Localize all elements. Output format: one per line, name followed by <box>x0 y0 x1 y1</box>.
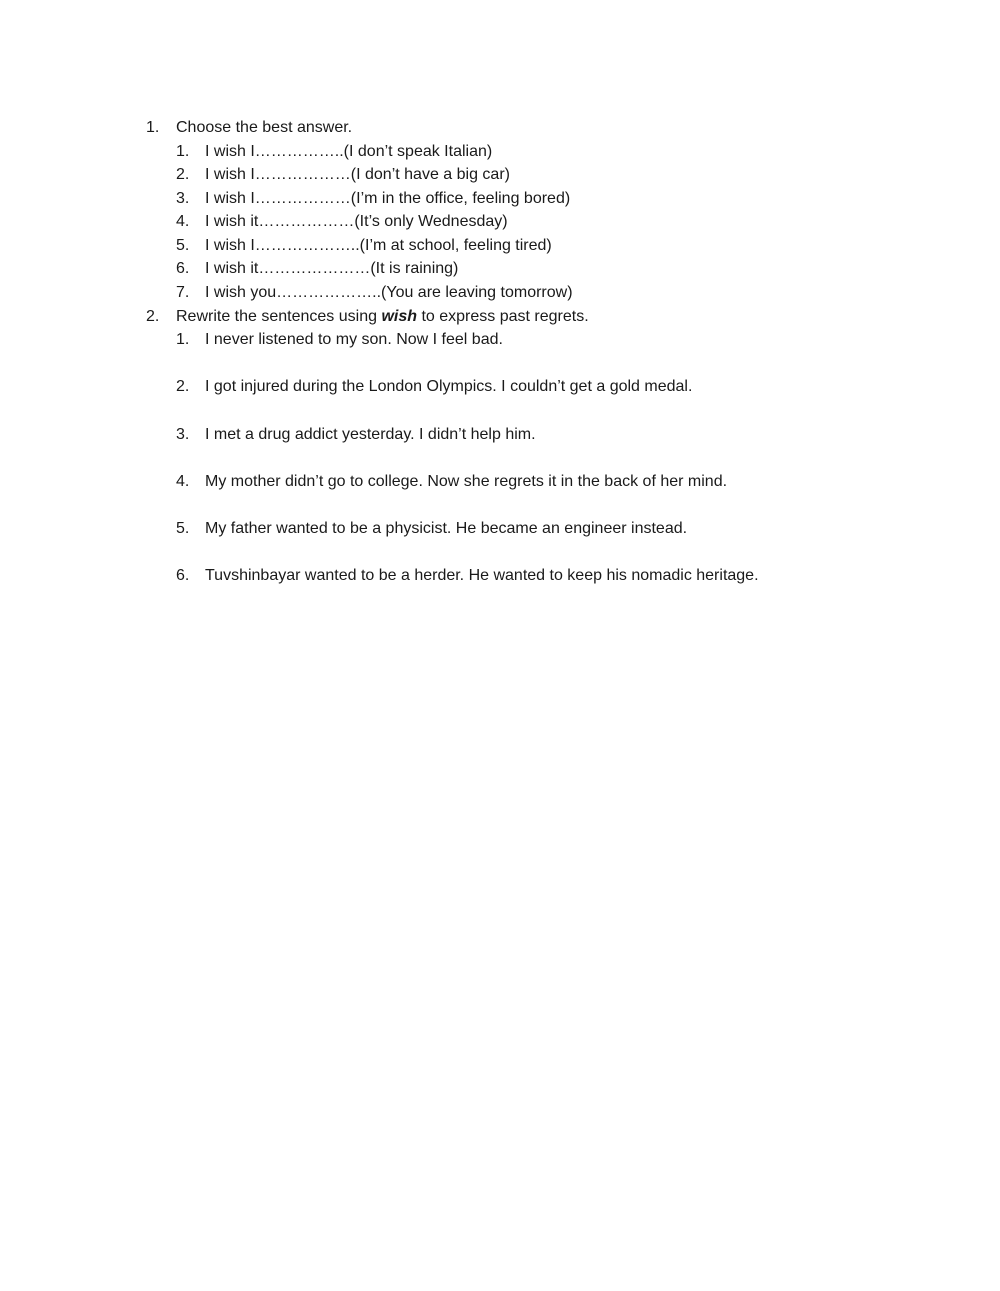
item-number: 1. <box>176 331 190 348</box>
item-text: I wish I……………..(I don’t speak Italian) <box>205 143 493 160</box>
list-item <box>0 425 1000 445</box>
item-number: 1. <box>176 143 190 160</box>
item-text: I wish it…………………(It is raining) <box>205 260 459 277</box>
item-number: 2. <box>176 166 190 183</box>
item-number: 4. <box>176 213 190 230</box>
list-item <box>0 472 1000 492</box>
section-2-title-after: to express past regrets. <box>417 308 589 325</box>
item-text: I wish it………………(It’s only Wednesday) <box>205 213 508 230</box>
item-text: I wish I………………(I’m in the office, feeling bored) <box>205 190 571 207</box>
item-text: My mother didn’t go to college. Now she regrets it in the back of her mind. <box>205 473 728 490</box>
item-number: 3. <box>176 426 190 443</box>
section-2-title-keyword: wish <box>381 308 418 325</box>
section-1-title: Choose the best answer. <box>176 119 353 136</box>
list-item <box>0 142 1000 162</box>
item-text: I got injured during the London Olympics. I couldn’t get a gold medal. <box>205 378 693 395</box>
section-2-number: 2. <box>146 308 160 325</box>
item-text: My father wanted to be a physicist. He became an engineer instead. <box>205 520 688 537</box>
item-number: 6. <box>176 260 190 277</box>
section-2-title-before: Rewrite the sentences using <box>176 308 382 325</box>
section-1-heading <box>0 118 1000 138</box>
item-text: Tuvshinbayar wanted to be a herder. He wanted to keep his nomadic heritage. <box>205 567 759 584</box>
item-text: I wish I………………..(I’m at school, feeling tired) <box>205 237 552 254</box>
section-2-heading <box>0 307 1000 327</box>
item-text: I wish I………………(I don’t have a big car) <box>205 166 510 183</box>
item-number: 5. <box>176 520 190 537</box>
item-number: 6. <box>176 567 190 584</box>
item-number: 3. <box>176 190 190 207</box>
item-text: I met a drug addict yesterday. I didn’t help him. <box>205 426 536 443</box>
list-item <box>0 283 1000 303</box>
list-item <box>0 377 1000 397</box>
list-item <box>0 236 1000 256</box>
item-number: 4. <box>176 473 190 490</box>
list-item <box>0 165 1000 185</box>
item-text: I wish you………………..(You are leaving tomorrow) <box>205 284 573 301</box>
section-2-title <box>176 307 589 327</box>
item-number: 7. <box>176 284 190 301</box>
item-number: 5. <box>176 237 190 254</box>
list-item <box>0 330 1000 350</box>
list-item <box>0 259 1000 279</box>
item-text: I never listened to my son. Now I feel bad. <box>205 331 503 348</box>
list-item <box>0 189 1000 209</box>
list-item <box>0 212 1000 232</box>
list-item <box>0 519 1000 539</box>
section-1-number: 1. <box>146 119 160 136</box>
list-item <box>0 566 1000 586</box>
item-number: 2. <box>176 378 190 395</box>
